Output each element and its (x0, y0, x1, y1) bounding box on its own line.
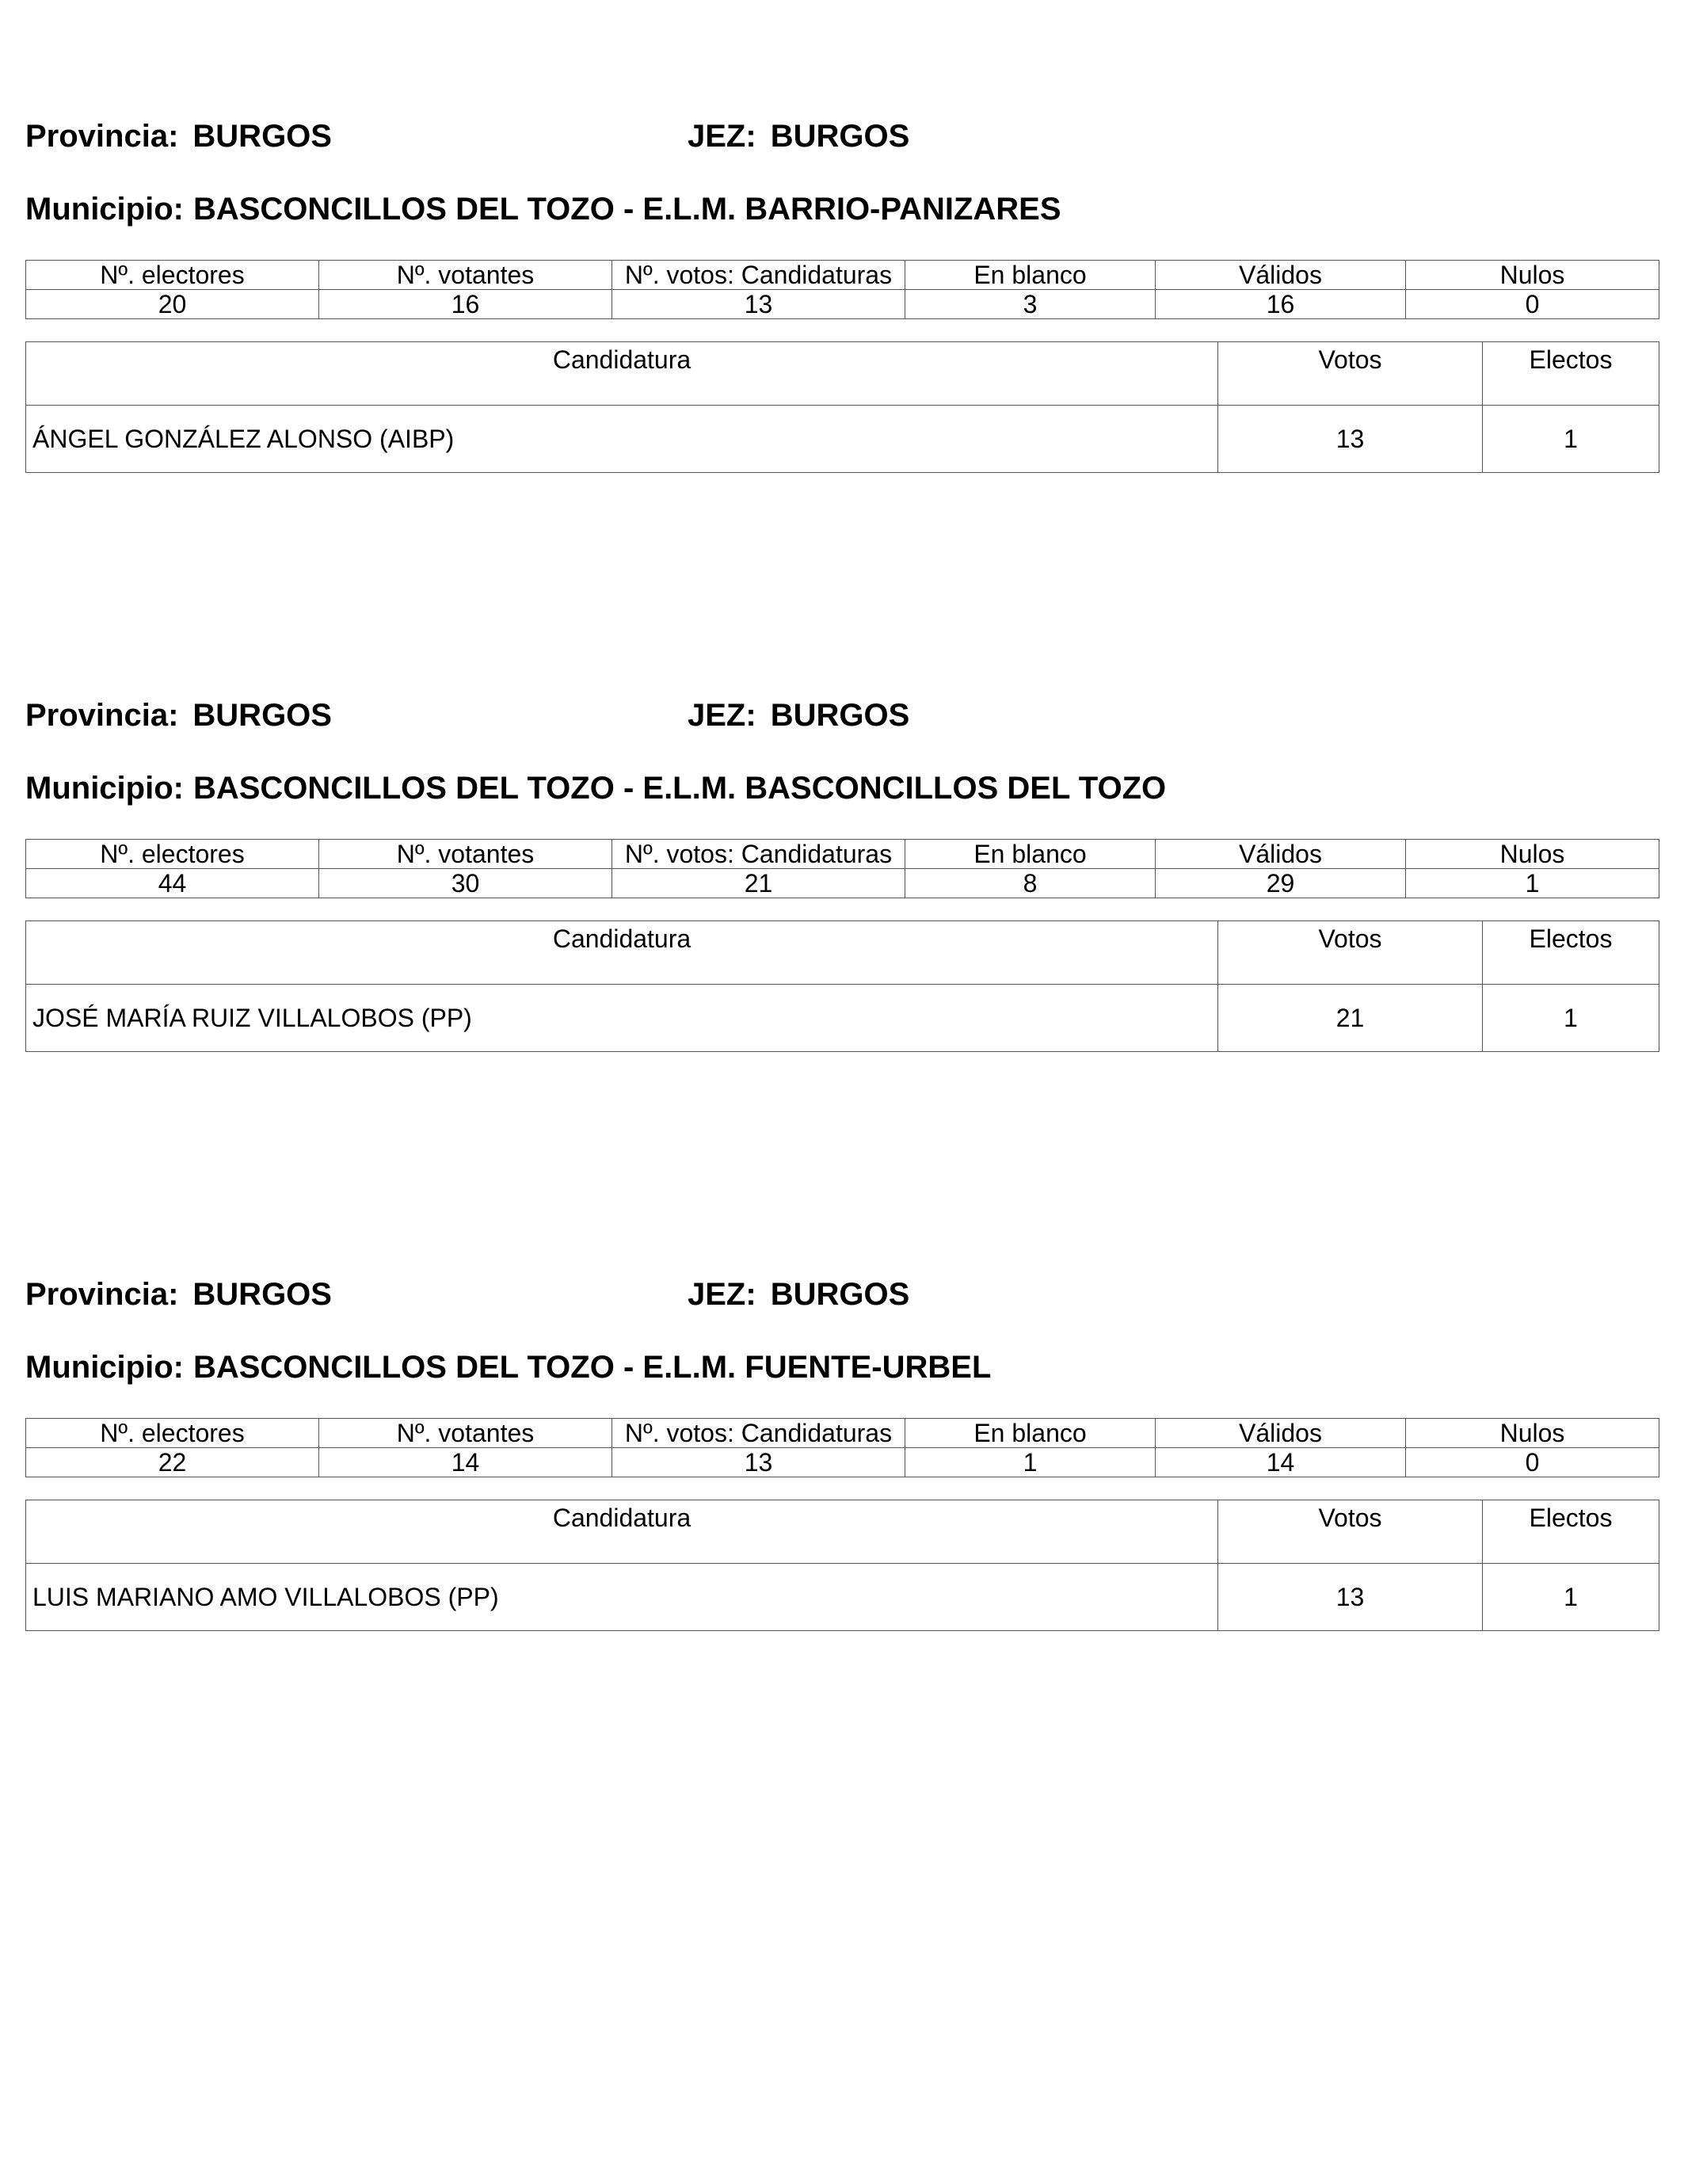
candidatura-electos: 1 (1483, 985, 1659, 1052)
jez-value: BURGOS (770, 119, 910, 154)
jez-label: JEZ: (688, 698, 756, 733)
municipio-label: Municipio: (25, 771, 184, 806)
stats-value-row (26, 869, 1659, 898)
stats-header-row (26, 1419, 1659, 1448)
candidatura-votos: 13 (1218, 1564, 1483, 1631)
candidatura-votos: 21 (1218, 985, 1483, 1052)
votos-header: Votos (1218, 1500, 1483, 1564)
stats-table (25, 260, 1659, 319)
provincia-label: Provincia: (25, 698, 179, 733)
municipio-header (25, 1350, 991, 1385)
jez-header (688, 1277, 909, 1312)
stats-value-row (26, 290, 1659, 319)
nulos-header: Nulos (1406, 840, 1659, 869)
stats-table (25, 839, 1659, 898)
electores-value: 44 (26, 869, 319, 898)
validos-header: Válidos (1156, 840, 1406, 869)
votos-candidaturas-header: Nº. votos: Candidaturas (612, 1419, 905, 1448)
stats-table (25, 1418, 1659, 1477)
electores-header: Nº. electores (26, 1419, 319, 1448)
provincia-header (25, 698, 332, 733)
candidatura-name: LUIS MARIANO AMO VILLALOBOS (PP) (26, 1564, 1218, 1631)
nulos-value: 1 (1406, 869, 1659, 898)
votos-candidaturas-value: 13 (612, 1448, 905, 1477)
jez-header (688, 119, 909, 154)
votantes-value: 30 (319, 869, 612, 898)
jez-label: JEZ: (688, 1277, 756, 1312)
municipio-value: BASCONCILLOS DEL TOZO - E.L.M. BARRIO-PANIZARES (192, 192, 1061, 227)
table-row (26, 985, 1659, 1052)
electores-value: 22 (26, 1448, 319, 1477)
validos-value: 14 (1156, 1448, 1406, 1477)
candidatura-header: Candidatura (26, 1500, 1218, 1564)
municipio-header (25, 192, 1061, 227)
votantes-header: Nº. votantes (319, 840, 612, 869)
electores-header: Nº. electores (26, 840, 319, 869)
jez-label: JEZ: (688, 119, 756, 154)
en-blanco-header: En blanco (905, 261, 1156, 290)
en-blanco-header: En blanco (905, 1419, 1156, 1448)
nulos-header: Nulos (1406, 1419, 1659, 1448)
provincia-header (25, 119, 332, 154)
electores-header: Nº. electores (26, 261, 319, 290)
candidaturas-table (25, 1500, 1659, 1631)
votos-candidaturas-header: Nº. votos: Candidaturas (612, 261, 905, 290)
stats-header-row (26, 261, 1659, 290)
candidatura-votos: 13 (1218, 406, 1483, 473)
provincia-label: Provincia: (25, 1277, 179, 1312)
candidatura-header: Candidatura (26, 342, 1218, 406)
municipio-label: Municipio: (25, 1350, 184, 1385)
en-blanco-value: 3 (905, 290, 1156, 319)
stats-header-row (26, 840, 1659, 869)
votantes-value: 16 (319, 290, 612, 319)
en-blanco-value: 1 (905, 1448, 1156, 1477)
nulos-header: Nulos (1406, 261, 1659, 290)
municipio-header (25, 771, 1166, 806)
provincia-value: BURGOS (192, 119, 332, 154)
jez-header (688, 698, 909, 733)
votantes-value: 14 (319, 1448, 612, 1477)
provincia-value: BURGOS (192, 1277, 332, 1312)
candidaturas-header-row (26, 1500, 1659, 1564)
validos-header: Válidos (1156, 261, 1406, 290)
validos-header: Válidos (1156, 1419, 1406, 1448)
table-row (26, 406, 1659, 473)
candidatura-header: Candidatura (26, 921, 1218, 985)
jez-value: BURGOS (770, 698, 910, 733)
validos-value: 16 (1156, 290, 1406, 319)
provincia-header (25, 1277, 332, 1312)
provincia-label: Provincia: (25, 119, 179, 154)
municipio-value: BASCONCILLOS DEL TOZO - E.L.M. FUENTE-URBEL (192, 1350, 992, 1385)
provincia-value: BURGOS (192, 698, 332, 733)
votantes-header: Nº. votantes (319, 261, 612, 290)
municipio-label: Municipio: (25, 192, 184, 227)
votos-header: Votos (1218, 921, 1483, 985)
stats-value-row (26, 1448, 1659, 1477)
candidatura-name: ÁNGEL GONZÁLEZ ALONSO (AIBP) (26, 406, 1218, 473)
votos-header: Votos (1218, 342, 1483, 406)
votos-candidaturas-header: Nº. votos: Candidaturas (612, 840, 905, 869)
candidaturas-header-row (26, 921, 1659, 985)
candidaturas-table (25, 920, 1659, 1052)
municipio-value: BASCONCILLOS DEL TOZO - E.L.M. BASCONCILLOS DEL TOZO (192, 771, 1167, 806)
votantes-header: Nº. votantes (319, 1419, 612, 1448)
electos-header: Electos (1483, 921, 1659, 985)
table-row (26, 1564, 1659, 1631)
votos-candidaturas-value: 21 (612, 869, 905, 898)
en-blanco-header: En blanco (905, 840, 1156, 869)
candidatura-electos: 1 (1483, 1564, 1659, 1631)
en-blanco-value: 8 (905, 869, 1156, 898)
jez-value: BURGOS (770, 1277, 910, 1312)
candidaturas-table (25, 341, 1659, 473)
nulos-value: 0 (1406, 290, 1659, 319)
electos-header: Electos (1483, 342, 1659, 406)
votos-candidaturas-value: 13 (612, 290, 905, 319)
candidatura-name: JOSÉ MARÍA RUIZ VILLALOBOS (PP) (26, 985, 1218, 1052)
nulos-value: 0 (1406, 1448, 1659, 1477)
candidaturas-header-row (26, 342, 1659, 406)
electores-value: 20 (26, 290, 319, 319)
electos-header: Electos (1483, 1500, 1659, 1564)
validos-value: 29 (1156, 869, 1406, 898)
candidatura-electos: 1 (1483, 406, 1659, 473)
